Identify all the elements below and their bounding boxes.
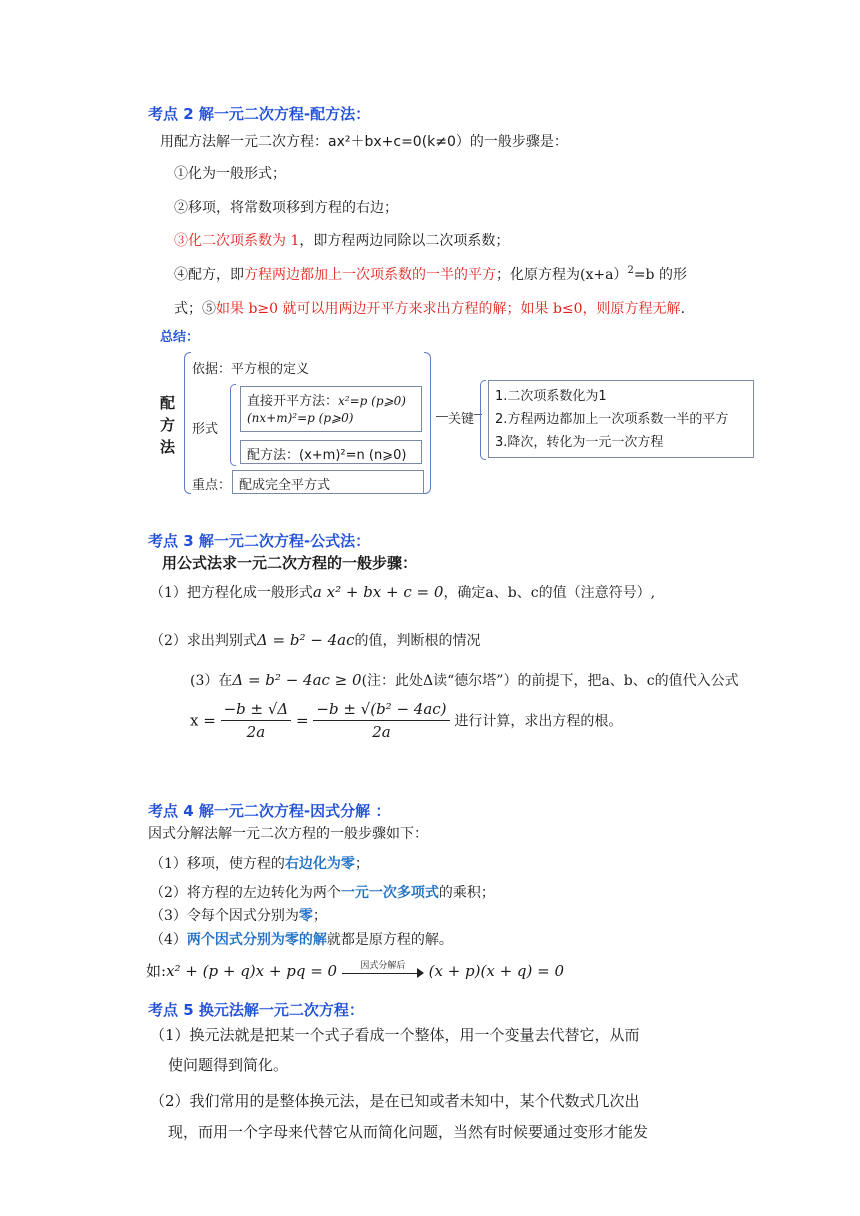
example-result: (x + p)(x + q) = 0 (428, 962, 565, 980)
discriminant-condition: Δ = b² − 4ac ≥ 0 (232, 671, 362, 689)
formula-step-2-text-b: 的值，判断根的情况 (354, 633, 481, 649)
formula-step-2 (150, 630, 480, 650)
formula-step-3 (190, 670, 739, 690)
key-items-list (495, 385, 728, 454)
factor-example (146, 960, 564, 981)
section-4-intro: 因式分解法解一元二次方程的一般步骤如下： (148, 826, 428, 842)
key-item: 1.二次项系数化为1 (495, 389, 607, 404)
fraction-2 (313, 700, 449, 741)
key-point-label: 重点： (192, 478, 232, 493)
fraction-2-num: −b ± √(b² − 4ac) (313, 700, 449, 721)
formula-step-1-text-b: ，确定a、b、c的值（注意符号） (443, 585, 651, 601)
formula-x: x = (190, 711, 216, 730)
step-2: ②移项，将常数项移到方程的右边； (174, 200, 398, 216)
step-5-text: 式；⑤ (174, 301, 216, 317)
completing-square-box (240, 440, 422, 464)
basis-row (192, 358, 309, 377)
discriminant-eq: Δ = b² − 4ac (256, 631, 355, 649)
section-4-title: 考点 4 解一元二次方程-因式分解 ： (148, 802, 391, 820)
key-items-box (488, 380, 754, 458)
factor-arrow-label: 因式分解后 (360, 961, 406, 971)
factor-arrow (342, 961, 424, 979)
fraction-1-den: 2a (246, 723, 266, 741)
step-4-highlight: 方程两边都加上一次项系数的一半的平方 (244, 267, 496, 283)
direct-method-eq1: x²=p (p⩾0) (338, 394, 406, 408)
key-item: 2.方程两边都加上一次项系数一半的平方 (495, 412, 729, 427)
key-connector (436, 416, 448, 417)
diagram-side-label: 配 方 法 (160, 394, 176, 456)
fraction-1 (221, 700, 292, 741)
fraction-2-den: 2a (372, 723, 391, 741)
key-brace (480, 380, 486, 460)
inner-brace (230, 384, 236, 466)
direct-method-line1 (247, 390, 406, 409)
key-item: 3.降次，转化为一元一次方程 (495, 435, 664, 450)
step-3 (174, 230, 509, 250)
formula-step-3-text-b: (注：此处Δ读“德尔塔”）的前提下，把a、b、c的值代入公式 (361, 673, 739, 689)
method-summary-diagram (156, 346, 756, 496)
formula-step-1-comma: , (650, 585, 656, 601)
step-3-rest: ，即方程两边同除以二次项系数； (299, 233, 510, 249)
factor-step-1 (150, 853, 369, 873)
section-3-title: 考点 3 解一元二次方程-公式法： (148, 532, 371, 550)
example-prefix: 如: (146, 962, 167, 980)
key-point-box (232, 470, 424, 494)
substitution-point-1-cont: 使问题得到简化。 (168, 1056, 289, 1074)
section-2-title: 考点 2 解一元二次方程-配方法： (148, 105, 371, 123)
factor-step-2-highlight: 一元一次多项式 (340, 885, 439, 901)
substitution-point-2: （2）我们常用的是整体换元法，是在已知或者未知中，某个代数式几次出 (150, 1092, 640, 1110)
step-4-text-b: ；化原方程为(x+a） (496, 267, 628, 283)
formula-step-1 (150, 582, 655, 602)
formula-step-4-text: 进行计算，求出方程的根。 (454, 713, 623, 730)
formula-equals: = (296, 711, 309, 730)
factor-step-1-highlight: 右边化为零 (284, 856, 355, 872)
factor-step-2-end: 的乘积； (438, 885, 495, 901)
intro-text-end: 的一般步骤是： (469, 134, 568, 150)
summary-label: 总结： (160, 330, 200, 345)
arrow-line (342, 973, 418, 974)
section-2-intro (160, 131, 568, 151)
formula-step-1-eq: a x² + bx + c = 0 (312, 583, 444, 601)
step-5 (174, 298, 685, 318)
key-point-text: 配成完全平方式 (239, 478, 331, 493)
factor-step-2 (150, 882, 495, 902)
factor-step-3 (150, 905, 327, 925)
formula-step-3-text: (3）在 (190, 673, 233, 689)
example-equation: x² + (p + q)x + pq = 0 (166, 962, 338, 980)
section-5-title: 考点 5 换元法解一元二次方程： (148, 1001, 364, 1019)
step-4-text: ④配方，即 (174, 267, 244, 283)
step-4 (174, 264, 687, 284)
step-5-end: . (680, 301, 686, 317)
right-brace (424, 352, 431, 494)
direct-method-label: 直接开平方法： (247, 394, 339, 409)
fraction-1-num: −b ± √Δ (221, 700, 292, 721)
step-4-sup: 2 (627, 265, 634, 276)
step-3-highlight: ③化二次项系数为 1 (174, 233, 300, 249)
step-4-text-c: =b 的形 (633, 267, 687, 283)
direct-method-eq2: (nx+m)²=p (p⩾0) (247, 411, 354, 425)
factor-step-3-highlight: 零 (298, 908, 313, 924)
direct-method-box (240, 386, 422, 432)
completing-square-text: 配方法：(x+m)²=n (n⩾0) (247, 448, 407, 463)
arrow-head-icon (417, 968, 424, 978)
intro-text: 用配方法解一元二次方程： (160, 134, 328, 150)
factor-step-4-highlight: 两个因式分别为零的解 (186, 932, 327, 948)
substitution-point-1: （1）换元法就是把某一个式子看成一个整体，用一个变量去代替它，从而 (150, 1026, 640, 1044)
step-1: ①化为一般形式； (174, 166, 286, 182)
left-brace (184, 352, 191, 494)
substitution-point-2-cont: 现，而用一个字母来代替它从而简化问题，当然有时候要通过变形才能发 (168, 1123, 649, 1141)
factor-step-4-end: 就都是原方程的解。 (326, 932, 453, 948)
factor-step-4 (150, 929, 453, 949)
form-label: 形式 (192, 422, 219, 437)
quadratic-formula (190, 700, 622, 741)
factor-step-1-text: （1）移项，使方程的 (150, 856, 285, 872)
section-3-subtitle: 用公式法求一元二次方程的一般步骤： (162, 554, 418, 572)
basis-text: 平方根的定义 (231, 362, 310, 377)
step-5-highlight: 如果 b≥0 就可以用两边开平方来求出方程的解；如果 b≤0，则原方程无解 (216, 301, 681, 317)
factor-step-1-end: ； (354, 856, 369, 872)
formula-step-1-text: （1）把方程化成一般形式 (150, 585, 313, 601)
basis-label: 依据： (192, 362, 232, 377)
formula-step-2-text: （2）求出判别式 (150, 633, 257, 649)
intro-equation: ax²＋bx+c=0(k≠0） (328, 134, 470, 150)
factor-step-3-text: （3）令每个因式分别为 (150, 908, 299, 924)
factor-step-2-text: （2）将方程的左边转化为两个 (150, 885, 341, 901)
factor-step-4-prefix: （4） (150, 932, 187, 948)
key-label: 关键 (448, 412, 475, 427)
factor-step-3-end: ； (312, 908, 327, 924)
